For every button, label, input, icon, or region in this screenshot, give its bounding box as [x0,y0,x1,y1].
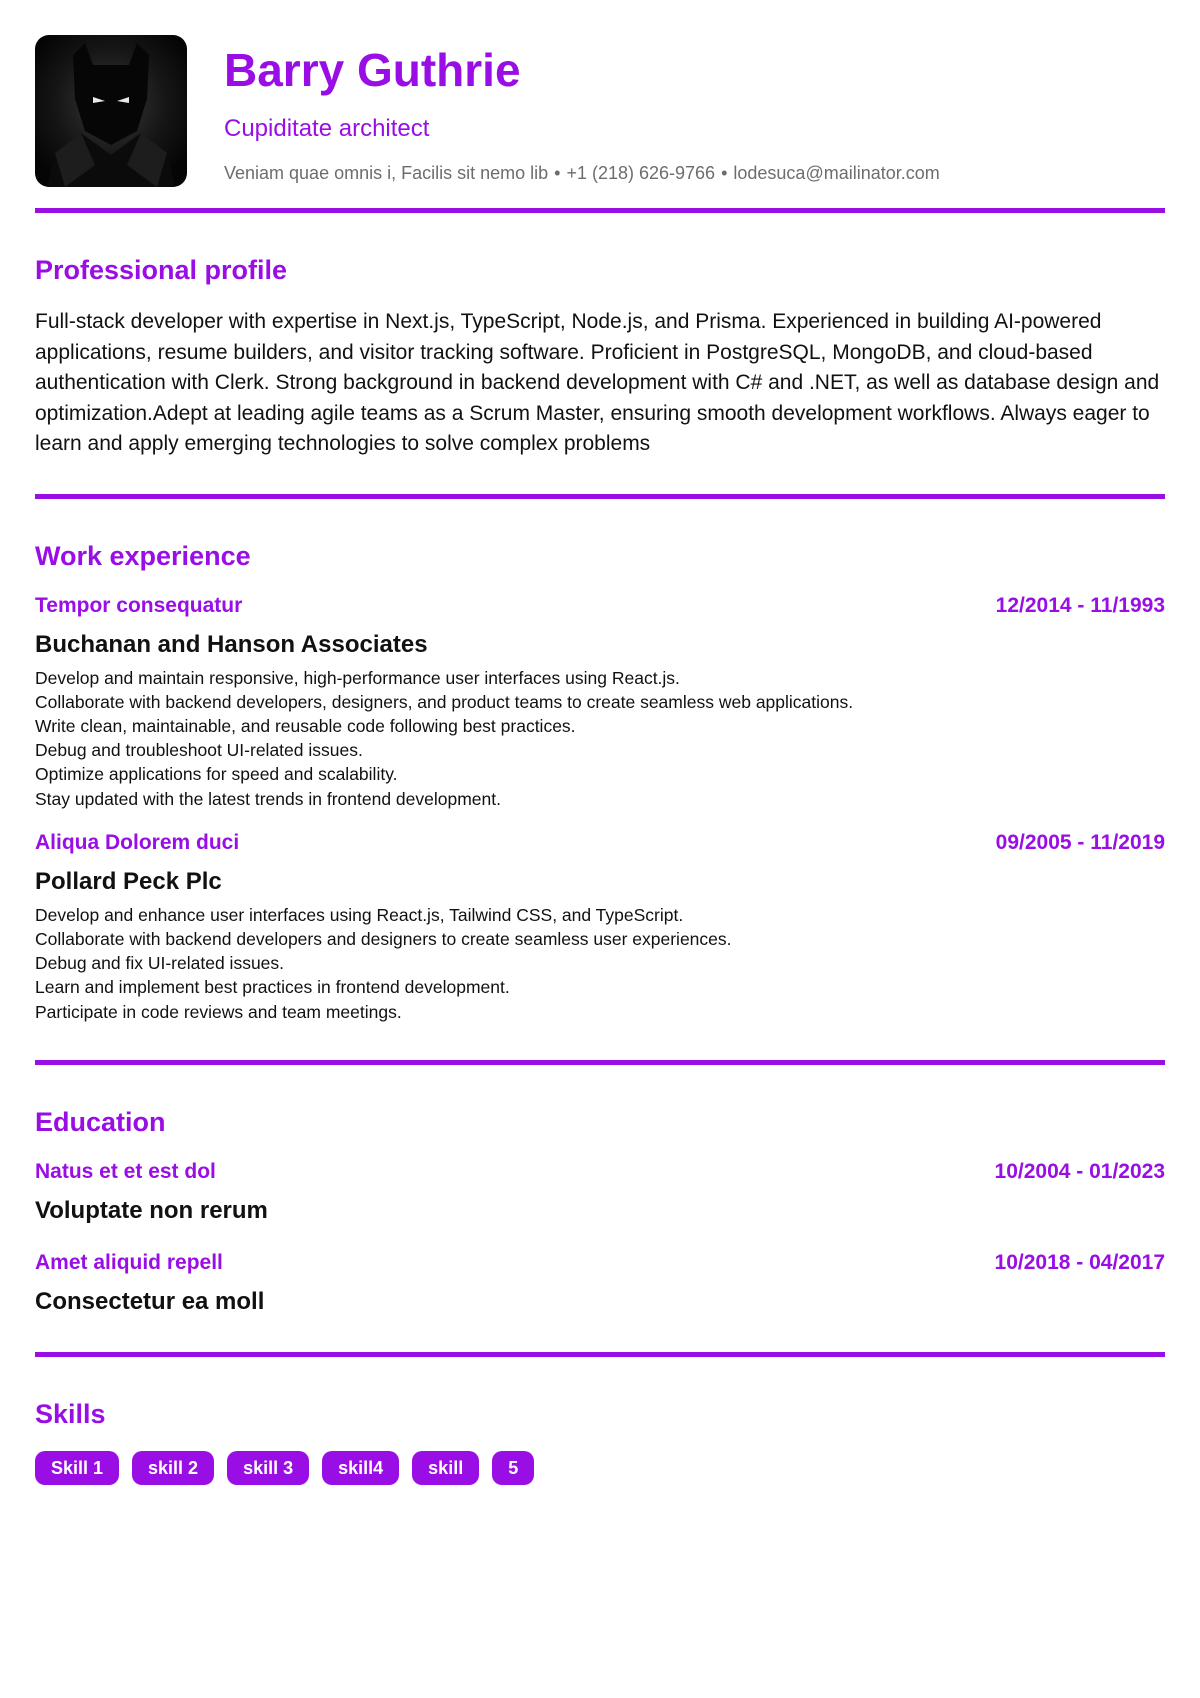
header-text [224,35,940,182]
skills-title: Skills [35,1398,106,1429]
work-duties [35,666,1165,811]
skill-tag: Skill 1 [35,1451,119,1485]
skill-tag: skill 3 [227,1451,309,1485]
profile-text: Full-stack developer with expertise in Next.js, TypeScript, Node.js, and Prisma. Experienced in building AI-powered applications, resume builders, and visitor tracking software. Proficient in PostgreSQL, MongoDB, and cloud-based authentication with Clerk. Strong background in backend development with C# and .NET, as well as database design and optimization.Adept at leading agile teams as a Scrum Master, ensuring smooth development workflows. Always eager to learn and apply emerging technologies to solve complex problems [35,310,1160,455]
work-duty: Write clean, maintainable, and reusable code following best practices. [35,715,576,736]
work-section [35,540,1165,1024]
education-degree: Consectetur ea moll [35,1287,265,1315]
education-dates: 10/2004 - 01/2023 [994,1159,1165,1183]
contact-separator: • [721,163,728,183]
work-role: Tempor consequatur [35,593,243,617]
section-divider [35,1352,1165,1357]
work-duty: Develop and maintain responsive, high-performance user interfaces using React.js. [35,667,680,688]
education-entry [35,1252,1165,1314]
skill-tag: skill [412,1451,479,1485]
education-entry-head [35,1252,1165,1273]
skill-tag: 5 [492,1451,534,1485]
work-company: Pollard Peck Plc [35,867,222,895]
work-entry-head [35,832,1165,853]
work-duty: Debug and troubleshoot UI-related issues. [35,740,363,761]
work-company: Buchanan and Hanson Associates [35,630,428,658]
education-degree: Voluptate non rerum [35,1196,268,1224]
work-dates: 12/2014 - 11/1993 [995,593,1165,617]
education-school: Amet aliquid repell [35,1250,223,1274]
education-section [35,1106,1165,1315]
profile-section [35,257,1165,460]
education-dates: 10/2018 - 04/2017 [994,1250,1165,1274]
education-title: Education [35,1106,166,1137]
work-duty: Optimize applications for speed and scalability. [35,764,398,785]
work-duty: Participate in code reviews and team meetings. [35,1001,402,1022]
work-entry-head [35,595,1165,616]
work-title: Work experience [35,540,251,571]
work-dates: 09/2005 - 11/2019 [995,830,1165,854]
skill-tag: skill 2 [132,1451,214,1485]
contact-phone: +1 (218) 626-9766 [566,163,716,183]
full-name: Barry Guthrie [224,44,521,96]
work-duty: Debug and fix UI-related issues. [35,953,285,974]
education-entry-head [35,1161,1165,1182]
skills-section [35,1398,1165,1485]
contact-email: lodesuca@mailinator.com [733,163,940,183]
contact-separator: • [554,163,561,183]
avatar-image [35,35,187,187]
work-duties [35,903,1165,1024]
section-divider [35,1060,1165,1065]
education-entry [35,1161,1165,1223]
resume-header [35,35,1165,188]
work-duty: Collaborate with backend developers and designers to create seamless user experiences. [35,928,732,949]
avatar [35,35,187,187]
work-duty: Develop and enhance user interfaces using React.js, Tailwind CSS, and TypeScript. [35,904,684,925]
profile-title: Professional profile [35,255,288,285]
section-divider [35,494,1165,499]
section-divider [35,208,1165,213]
work-duty: Learn and implement best practices in frontend development. [35,977,510,998]
work-role: Aliqua Dolorem duci [35,830,240,854]
job-title: Cupiditate architect [224,115,430,142]
work-duty: Stay updated with the latest trends in frontend development. [35,788,501,809]
skill-tag: skill4 [322,1451,399,1485]
contact-address: Veniam quae omnis i, Facilis sit nemo lib [224,163,549,183]
work-duty: Collaborate with backend developers, designers, and product teams to create seamless web applications. [35,691,854,712]
contact-line [224,164,940,182]
work-entry [35,832,1165,1024]
skills-list [35,1451,1165,1485]
education-school: Natus et et est dol [35,1159,216,1183]
work-entry [35,595,1165,811]
